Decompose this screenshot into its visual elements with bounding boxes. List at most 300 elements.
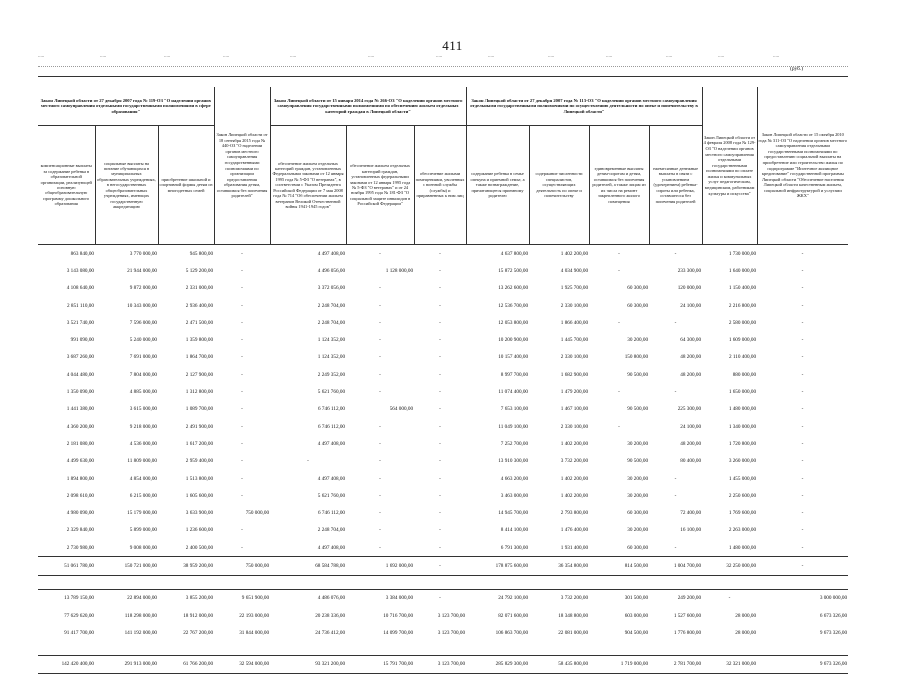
col-header-uniform: приобретение школьной и спортивной формы детям из многодетных семей xyxy=(158,126,214,245)
table-cell: 1 730 000,00 xyxy=(728,250,757,257)
table-cell xyxy=(702,642,757,656)
col-header-veterans-housing: обеспечение жильем отдельных категорий граждан, установленных Федеральными законами от 12 января 1995 года № 5-ФЗ "О ветеранах", в соответствии с Указом Президента Российской Федерации от 7 мая 2008 года № 714 "Об обеспечении жильем ветеранов Великой Отечественной войны 1941-1945 годов" xyxy=(270,126,346,245)
table-cell: 2 491 900,00 xyxy=(185,423,214,430)
table-cell: - xyxy=(379,458,381,465)
table-row xyxy=(38,435,848,452)
table-cell: - xyxy=(801,458,804,465)
table-cell: 48 200,00 xyxy=(680,371,702,378)
table-cell: 10 200 900,00 xyxy=(498,337,529,344)
table-cell: 2 936 400,00 xyxy=(185,302,214,309)
table-cell: - xyxy=(379,389,381,396)
table-cell: - xyxy=(379,302,381,309)
table-cell: 68 584 788,00 xyxy=(270,557,346,575)
table-cell xyxy=(346,575,414,589)
table-body xyxy=(38,245,848,674)
table-cell: 1 682 900,00 xyxy=(560,371,589,378)
table-cell: 1 769 600,00 xyxy=(728,510,757,517)
table-cell: - xyxy=(801,371,804,378)
table-cell: 1 480 000,00 xyxy=(728,406,757,413)
table-cell: - xyxy=(439,302,441,309)
table-cell: 1 312 800,00 xyxy=(185,389,214,396)
table-cell: 61 766 200,00 xyxy=(158,655,214,673)
table-cell: 1 445 700,00 xyxy=(560,337,589,344)
table-cell: - xyxy=(801,510,804,517)
table-row xyxy=(38,470,848,487)
table-cell: 2 249 352,00 xyxy=(317,371,346,378)
table-cell: - xyxy=(439,389,441,396)
table-cell: - xyxy=(439,406,441,413)
table-cell xyxy=(649,642,702,656)
table-cell: 6 791 300,00 xyxy=(500,544,529,551)
table-cell: 3 732 200,00 xyxy=(529,589,589,607)
table-cell: 24 100,00 xyxy=(680,423,702,430)
table-cell: 32 321 000,00 xyxy=(702,655,757,673)
table-cell: 24 736 412,00 xyxy=(315,629,346,636)
table-cell: 945 800,00 xyxy=(189,250,214,257)
table-cell: 4 885 000,00 xyxy=(129,389,157,396)
table-cell: 11 074 400,00 xyxy=(498,389,529,396)
table-cell xyxy=(649,575,702,589)
table-cell: 30 200,00 xyxy=(627,337,649,344)
table-cell: - xyxy=(801,475,804,482)
table-cell: - xyxy=(241,544,243,551)
table-cell: 9 673 326,00 xyxy=(819,629,848,636)
table-cell: 9 008 000,00 xyxy=(129,544,157,551)
table-cell: - xyxy=(379,423,381,430)
col-header-specialists: содержание численности специалистов, осуществляющих деятельность по опеке и попечительству xyxy=(529,126,589,245)
table-cell: 30 200,00 xyxy=(627,440,649,447)
table-cell: 5 899 000,00 xyxy=(129,527,157,534)
table-cell xyxy=(214,642,270,656)
table-cell: 4 360 200,00 xyxy=(66,423,94,430)
table-cell: 36 354 800,00 xyxy=(529,557,589,575)
table-cell: 249 200,00 xyxy=(649,589,702,607)
table-cell: 24 100,00 xyxy=(680,302,702,309)
table-cell: - xyxy=(618,389,620,396)
table-cell: 991 090,00 xyxy=(70,337,94,344)
table-cell: 603 000,00 xyxy=(624,612,649,619)
table-cell: 1 480 000,00 xyxy=(728,544,757,551)
table-cell: 7 252 700,00 xyxy=(500,440,529,447)
table-cell: 30 200,00 xyxy=(627,492,649,499)
table-cell: 750 000,00 xyxy=(214,557,270,575)
table-cell: 11 809 000,00 xyxy=(127,458,157,465)
table-cell: - xyxy=(801,406,804,413)
table-cell: 1 894 800,00 xyxy=(66,475,94,482)
table-cell xyxy=(466,575,529,589)
table-cell: 1 609 000,00 xyxy=(728,337,757,344)
table-cell: 150 721 000,00 xyxy=(95,557,158,575)
table-cell: - xyxy=(241,458,243,465)
unit-label: (руб.) xyxy=(790,66,804,72)
header-dot-row: ..... ..... ..... ..... ..... ..... ..... ..... ..... ..... ..... ..... ..... xyxy=(38,60,848,67)
table-cell: - xyxy=(801,302,804,309)
table-cell: 1 925 700,00 xyxy=(560,285,589,292)
table-cell: - xyxy=(674,319,677,326)
table-cell: 10 157 400,00 xyxy=(498,354,529,361)
table-row xyxy=(38,453,848,470)
table-cell: 1 864 700,00 xyxy=(185,354,214,361)
table-cell: 20 238 336,00 xyxy=(315,612,346,619)
group-header-guardianship: Закон Липецкой области от 27 декабря 2007 года № 113-ОЗ "О наделении органов местного самоуправления отдельными государственными полномочиями по осуществлению деятельности по опеке и попечительству в Липецкой области" xyxy=(466,87,702,126)
table-cell: 1 931 400,00 xyxy=(560,544,589,551)
table-cell: 91 417 700,00 xyxy=(64,629,94,636)
table-cell: 1 617 200,00 xyxy=(185,440,214,447)
table-cell: 880 000,00 xyxy=(732,371,757,378)
table-row xyxy=(38,331,848,348)
table-cell: 13 910 300,00 xyxy=(498,458,529,465)
table-cell: 3 143 080,00 xyxy=(66,267,94,274)
table-cell: 7 804 000,00 xyxy=(129,371,157,378)
table-cell: - xyxy=(439,371,441,378)
table-cell: - xyxy=(241,302,243,309)
table-cell: 2 781 700,00 xyxy=(649,655,702,673)
table-cell: 1 720 800,00 xyxy=(728,440,757,447)
table-cell: 72 400,00 xyxy=(680,510,702,517)
table-cell: 2 331 000,00 xyxy=(185,285,214,292)
table-cell: - xyxy=(439,527,441,534)
table-cell: 3 463 000,00 xyxy=(500,492,529,499)
table-cell: 4 486 076,00 xyxy=(270,589,346,607)
table-row xyxy=(38,349,848,366)
table-cell: 2 248 704,00 xyxy=(317,319,346,326)
table-cell: 750 000,00 xyxy=(245,510,270,517)
table-cell: 2 181 080,00 xyxy=(66,440,94,447)
table-cell: 4 034 900,00 xyxy=(560,267,589,274)
table-cell: 4 497 408,00 xyxy=(317,440,346,447)
table-cell: 2 400 500,00 xyxy=(185,544,214,551)
table-row xyxy=(38,262,848,279)
table-row xyxy=(38,655,848,673)
table-cell: - xyxy=(379,354,381,361)
table-cell: 1 527 600,00 xyxy=(673,612,702,619)
table-cell: 1 124 352,00 xyxy=(317,337,346,344)
table-cell: 1 128 000,00 xyxy=(385,267,414,274)
table-row xyxy=(38,589,848,607)
table-cell: 1 692 000,00 xyxy=(346,557,414,575)
table-cell: 4 496 056,00 xyxy=(317,267,346,274)
group-header-housing: Закон Липецкой области от 15 января 2014 года № 266-ОЗ "О наделении органов местного самоуправления государственными полномочиями по обеспечению жильем отдельных категорий граждан в Липецкой области" xyxy=(270,87,466,126)
table-cell: 2 730 980,00 xyxy=(66,544,94,551)
table-cell: 1 124 352,00 xyxy=(317,354,346,361)
table-cell: 4 663 200,00 xyxy=(500,475,529,482)
table-cell: 2 248 704,00 xyxy=(317,302,346,309)
table-cell: 32 594 000,00 xyxy=(214,655,270,673)
table-cell: - xyxy=(241,319,243,326)
table-cell: - xyxy=(439,285,441,292)
table-cell xyxy=(702,575,757,589)
table-cell: - xyxy=(801,250,804,257)
table-cell: - xyxy=(241,423,243,430)
table-cell: 3 521 740,00 xyxy=(66,319,94,326)
table-cell: 1 350 090,00 xyxy=(66,389,94,396)
table-cell: 31 844 000,00 xyxy=(239,629,270,636)
table-cell: 6 746 112,00 xyxy=(317,423,346,430)
table-cell: 4 044 480,00 xyxy=(66,371,94,378)
table-cell: - xyxy=(379,250,381,257)
table-cell: 1 441 380,00 xyxy=(66,406,94,413)
table-cell: 2 580 000,00 xyxy=(728,319,757,326)
table-cell: - xyxy=(241,285,243,292)
table-cell: 4 497 408,00 xyxy=(317,475,346,482)
table-cell: 48 200,00 xyxy=(680,440,702,447)
table-cell: - xyxy=(439,440,441,447)
table-cell: 7 653 100,00 xyxy=(500,406,529,413)
table-cell: 24 792 100,00 xyxy=(466,589,529,607)
table-cell: 2 127 900,00 xyxy=(185,371,214,378)
table-cell: 10 343 000,00 xyxy=(127,302,157,309)
table-cell: 1 476 400,00 xyxy=(560,527,589,534)
table-cell: 30 200,00 xyxy=(627,527,649,534)
table-cell: - xyxy=(379,510,381,517)
table-cell: 22 767 200,00 xyxy=(183,629,214,636)
table-cell: - xyxy=(379,492,381,499)
table-cell: 3 000 000,00 xyxy=(757,589,848,607)
table-cell: - xyxy=(801,337,804,344)
table-cell xyxy=(414,642,466,656)
table-cell: 82 071 600,00 xyxy=(498,612,529,619)
table-cell xyxy=(95,575,158,589)
table-cell: 3 123 700,00 xyxy=(437,612,466,619)
table-cell: 1 605 600,00 xyxy=(185,492,214,499)
table-cell: 21 944 000,00 xyxy=(127,267,157,274)
table-cell: 3 732 200,00 xyxy=(560,458,589,465)
table-cell: 2 330 100,00 xyxy=(560,354,589,361)
table-row xyxy=(38,522,848,539)
table-cell: 1 089 700,00 xyxy=(185,406,214,413)
table-row xyxy=(38,314,848,331)
table-cell xyxy=(529,575,589,589)
table-cell: 6 673 326,00 xyxy=(819,612,848,619)
table-cell: 904 500,00 xyxy=(624,629,649,636)
table-cell xyxy=(757,642,848,656)
table-cell: 38 959 200,00 xyxy=(158,557,214,575)
table-cell xyxy=(589,575,649,589)
table-cell: 22 193 000,00 xyxy=(239,612,270,619)
table-cell: 2 110 400,00 xyxy=(729,354,757,361)
group-header-education: Закон Липецкой области от 27 декабря 2007 года № 119-ОЗ "О наделении органов местного самоуправления отдельными государственными полномочиями в сфере образования" xyxy=(38,87,214,126)
table-cell: 2 471 500,00 xyxy=(185,319,214,326)
table-cell: 14 945 700,00 xyxy=(498,510,529,517)
table-cell: - xyxy=(414,557,466,575)
table-cell: 1 402 200,00 xyxy=(560,475,589,482)
table-cell: 5 621 760,00 xyxy=(317,492,346,499)
table-cell: 90 500,00 xyxy=(627,406,649,413)
table-cell: 2 959 400,00 xyxy=(185,458,214,465)
table-cell: 7 596 000,00 xyxy=(129,319,157,326)
table-cell: - xyxy=(241,337,243,344)
table-cell: 141 192 000,00 xyxy=(124,629,157,636)
table-cell: 106 863 700,00 xyxy=(495,629,529,636)
table-cell: 60 300,00 xyxy=(627,285,649,292)
table-cell xyxy=(95,642,158,656)
table-cell xyxy=(270,575,346,589)
table-cell xyxy=(270,642,346,656)
table-cell: - xyxy=(801,319,804,326)
table-row xyxy=(38,607,848,624)
budget-table xyxy=(38,87,848,674)
table-cell: - xyxy=(439,544,441,551)
table-cell: 3 260 000,00 xyxy=(728,458,757,465)
table-row xyxy=(38,383,848,400)
table-cell: - xyxy=(379,319,381,326)
table-cell: 2 263 000,00 xyxy=(728,527,757,534)
table-cell: 1 776 800,00 xyxy=(673,629,702,636)
table-cell: - xyxy=(379,371,381,378)
table-cell xyxy=(589,642,649,656)
table-cell: - xyxy=(241,389,243,396)
table-row xyxy=(38,418,848,435)
table-cell: - xyxy=(674,475,677,482)
table-cell: 3 770 000,00 xyxy=(129,250,157,257)
table-cell: - xyxy=(439,492,441,499)
table-cell: 5 240 000,00 xyxy=(129,337,157,344)
table-cell: 1 719 000,00 xyxy=(589,655,649,673)
table-cell: 77 629 620,00 xyxy=(64,612,94,619)
table-cell xyxy=(529,642,589,656)
table-cell: 8 997 700,00 xyxy=(500,371,529,378)
table-cell: - xyxy=(241,440,243,447)
table-cell: 10 716 700,00 xyxy=(383,612,414,619)
table-row xyxy=(38,642,848,656)
table-cell: 2 329 840,00 xyxy=(66,527,94,534)
table-cell: - xyxy=(439,319,441,326)
table-cell: 2 098 610,00 xyxy=(66,492,94,499)
page-number: 411 xyxy=(442,38,463,53)
table-cell xyxy=(466,642,529,656)
table-cell: 814 500,00 xyxy=(589,557,649,575)
table-cell: 4 854 000,00 xyxy=(129,475,157,482)
table-cell: 2 216 800,00 xyxy=(728,302,757,309)
col-header-adoption: ежемесячные денежные выплаты в связи с усыновлением (удочерением) ребенка-сироты или ребенка, оставшегося без попечения родителей xyxy=(649,126,702,245)
table-cell xyxy=(158,642,214,656)
table-cell: - xyxy=(439,337,441,344)
table-cell: 4 497 408,00 xyxy=(317,544,346,551)
table-cell: 1 402 200,00 xyxy=(560,250,589,257)
table-cell: - xyxy=(801,285,804,292)
table-row xyxy=(38,504,848,521)
table-cell: 7 691 000,00 xyxy=(129,354,157,361)
table-row xyxy=(38,297,848,314)
table-cell: - xyxy=(241,527,243,534)
table-cell: 90 500,00 xyxy=(627,371,649,378)
table-cell: 15 791 700,00 xyxy=(346,655,414,673)
table-cell: 1 004 700,00 xyxy=(649,557,702,575)
table-cell: 4 497 408,00 xyxy=(317,250,346,257)
table-cell: 118 298 000,00 xyxy=(124,612,157,619)
table-cell: - xyxy=(618,423,620,430)
table-cell: 1 513 800,00 xyxy=(185,475,214,482)
table-cell: 6 215 000,00 xyxy=(129,492,157,499)
top-rule xyxy=(38,76,848,77)
table-cell: - xyxy=(801,267,804,274)
table-cell: - xyxy=(414,589,466,607)
table-cell: 1 150 400,00 xyxy=(728,285,757,292)
table-cell: - xyxy=(241,406,243,413)
table-cell: 15 872 500,00 xyxy=(498,267,529,274)
table-cell: 1 402 200,00 xyxy=(560,440,589,447)
table-cell: 11 049 100,00 xyxy=(498,423,529,430)
table-cell: 30 200,00 xyxy=(627,475,649,482)
table-cell: 13 262 600,00 xyxy=(498,285,529,292)
table-cell: - xyxy=(379,544,381,551)
table-cell: - xyxy=(379,527,381,534)
table-cell: - xyxy=(674,492,677,499)
col-header-veterans-disabled-housing: обеспечение жильем отдельных категорий граждан, установленных федеральными законами от 12 января 1995 года № 5-ФЗ "О ветеранах" и от 24 ноября 1995 года № 181-ФЗ "О социальной защите инвалидов в Российской Федерации" xyxy=(346,126,414,245)
table-cell: 2 851 110,00 xyxy=(66,302,94,309)
table-cell: 60 300,00 xyxy=(627,510,649,517)
table-cell: 4 108 640,00 xyxy=(66,285,94,292)
table-cell: - xyxy=(801,492,804,499)
table-cell: - xyxy=(801,389,804,396)
table-cell: 58 435 800,00 xyxy=(529,655,589,673)
table-cell: 6 746 112,00 xyxy=(317,406,346,413)
table-cell: 1 467 100,00 xyxy=(560,406,589,413)
table-cell: 150 800,00 xyxy=(624,354,649,361)
table-cell: 4 637 800,00 xyxy=(500,250,529,257)
table-cell: 28 000,00 xyxy=(735,612,757,619)
table-cell: 3 123 700,00 xyxy=(437,629,466,636)
table-row xyxy=(38,245,848,263)
table-cell: 9 673 326,00 xyxy=(757,655,848,673)
table-cell: - xyxy=(439,267,441,274)
table-cell xyxy=(38,642,95,656)
table-cell xyxy=(757,575,848,589)
table-cell: 4 536 000,00 xyxy=(129,440,157,447)
table-cell: - xyxy=(674,544,677,551)
table-cell xyxy=(346,642,414,656)
table-cell: - xyxy=(801,440,804,447)
table-cell: - xyxy=(801,544,804,551)
table-cell: 4 980 090,00 xyxy=(66,510,94,517)
table-cell: - xyxy=(618,267,620,274)
table-row xyxy=(38,539,848,557)
table-cell: 15 179 000,00 xyxy=(127,510,157,517)
table-cell: 80 400,00 xyxy=(680,458,702,465)
table-cell: 1 640 000,00 xyxy=(728,267,757,274)
table-cell: - xyxy=(241,267,243,274)
table-cell: 2 250 600,00 xyxy=(728,492,757,499)
table-cell: - xyxy=(241,354,243,361)
table-cell: - xyxy=(241,371,243,378)
table-cell: 301 500,00 xyxy=(589,589,649,607)
table-cell: 3 687 260,00 xyxy=(66,354,94,361)
table-cell xyxy=(158,575,214,589)
table-cell: - xyxy=(307,458,309,465)
table-cell: 5 129 200,00 xyxy=(185,267,214,274)
table-cell: 28 000,00 xyxy=(735,629,757,636)
col-header-military-housing: обеспечение жилыми помещениями, уволенных с военной службы (службы) и приравненных к ним лиц xyxy=(414,126,466,245)
table-cell xyxy=(38,575,95,589)
table-cell: - xyxy=(379,475,381,482)
table-cell: 8 414 100,00 xyxy=(500,527,529,534)
table-cell: 1 359 800,00 xyxy=(185,337,214,344)
table-cell: 1 455 000,00 xyxy=(728,475,757,482)
table-cell: - xyxy=(241,250,243,257)
table-cell: 2 330 100,00 xyxy=(560,302,589,309)
table-cell: 225 300,00 xyxy=(677,406,702,413)
table-cell: 3 615 000,00 xyxy=(129,406,157,413)
table-cell: 1 402 200,00 xyxy=(560,492,589,499)
table-row xyxy=(38,624,848,641)
table-cell: 18 348 800,00 xyxy=(558,612,589,619)
table-cell: - xyxy=(674,250,677,257)
table-cell: 2 330 100,00 xyxy=(560,423,589,430)
group-header-orphans-education: Закон Липецкой области от 18 сентября 2015 года № 440-ОЗ "О наделении органов местного самоуправления государственными полномочиями по организации предоставления образования детям, оставшимся без попечения родителей" xyxy=(214,87,270,245)
table-cell: - xyxy=(618,250,620,257)
table-cell: 3 633 900,00 xyxy=(185,510,214,517)
table-cell: - xyxy=(379,440,381,447)
